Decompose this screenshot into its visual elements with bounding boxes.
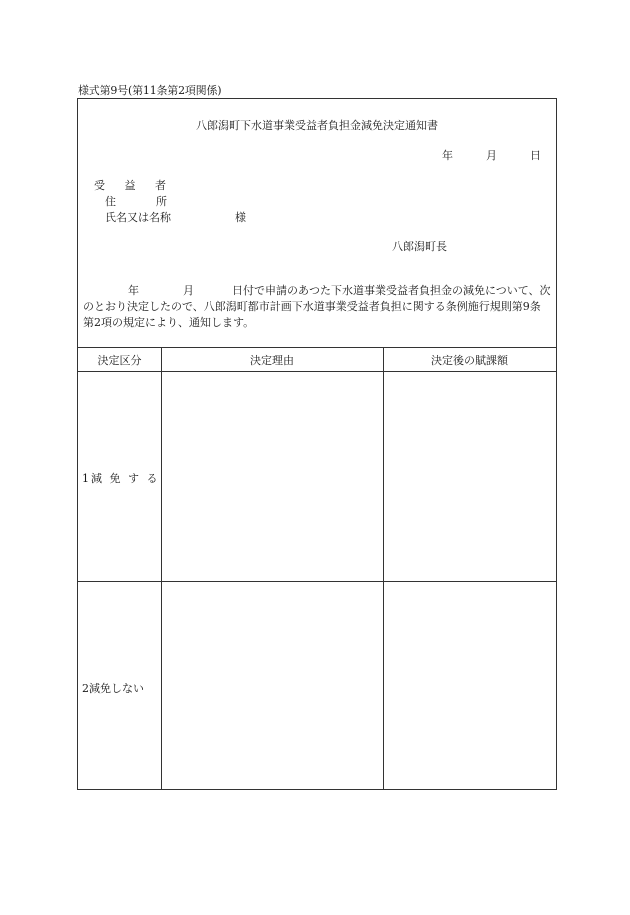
document-title: 八郎潟町下水道事業受益者負担金減免決定通知書: [196, 119, 438, 132]
date-month: 月: [486, 149, 497, 162]
notice-frame: [77, 98, 557, 790]
decision-table: [78, 347, 556, 789]
header-reason: 決定理由: [250, 354, 294, 367]
row-category-not-exempt: 2減免しない: [82, 682, 144, 695]
date-day: 日: [530, 149, 541, 162]
name-label: 氏名又は名称: [105, 211, 171, 224]
row-divider: [78, 581, 556, 582]
body-month: 月: [183, 284, 194, 297]
column-divider: [161, 347, 162, 789]
date-year: 年: [442, 149, 453, 162]
recipient-heading: 受 益 者: [94, 179, 174, 192]
form-number-label: 様式第9号(第11条第2項関係): [78, 84, 222, 97]
body-text: 日付で申請のあつた下水道事業受益者負担金の減免について、次のとおり決定したので、八郎潟町都市計画下水道事業受益者負担に関する条例施行規則第9条第2項の規定により、通知します。: [83, 284, 551, 329]
row-category-exempt: 1減 免 す る: [82, 472, 160, 485]
address-label: 住所: [105, 195, 207, 208]
table-top-border: [78, 347, 556, 348]
notice-body: [83, 283, 551, 331]
issuer-name: 八郎潟町長: [392, 240, 447, 253]
header-divider: [78, 371, 556, 372]
header-category: 決定区分: [97, 354, 142, 367]
column-divider: [383, 347, 384, 789]
honorific: 様: [235, 211, 246, 224]
body-year: 年: [128, 284, 139, 297]
header-assessment: 決定後の賦課額: [431, 354, 508, 367]
